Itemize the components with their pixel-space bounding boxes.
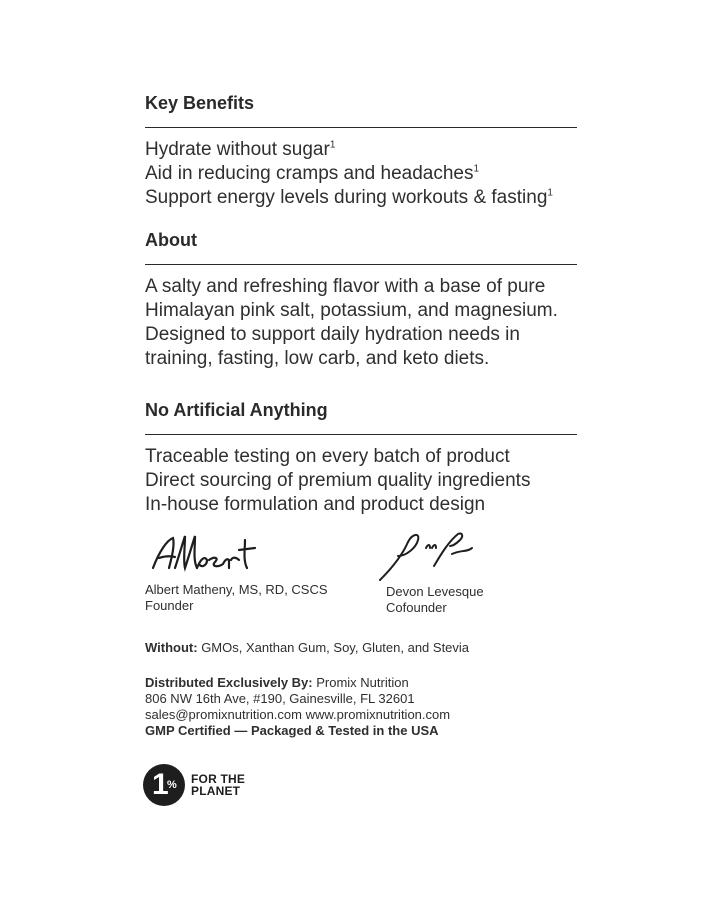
about-text	[145, 275, 577, 371]
no-artificial-item: Traceable testing on every batch of product	[145, 446, 510, 467]
no-artificial-heading: No Artificial Anything	[145, 400, 328, 420]
logo-circle: 1 %	[143, 764, 185, 806]
footnote-marker: 1	[473, 163, 480, 175]
distributor-contact: sales@promixnutrition.com www.promixnutrition.com	[145, 707, 451, 722]
distribution-block	[145, 675, 450, 739]
key-benefits-heading: Key Benefits	[145, 93, 255, 113]
key-benefits-section	[145, 92, 577, 210]
devon-signature-image	[376, 526, 486, 582]
without-line	[145, 640, 469, 656]
about-line: training, fasting, low carb, and keto diets.	[145, 348, 490, 369]
about-line: Designed to support daily hydration needs in	[145, 324, 520, 345]
about-heading: About	[145, 230, 197, 250]
gmp-certification: GMP Certified — Packaged & Tested in the USA	[145, 723, 439, 738]
benefit-item: Support energy levels during workouts & fasting$^1$	[145, 187, 553, 208]
founder-title: Founder	[145, 598, 194, 613]
albert-signature-image	[145, 530, 275, 576]
divider	[145, 127, 577, 128]
cofounder-name: Devon Levesque	[386, 584, 484, 599]
no-artificial-list	[145, 445, 577, 517]
divider	[145, 264, 577, 265]
about-line: A salty and refreshing flavor with a base of pure	[145, 276, 546, 297]
no-artificial-section	[145, 399, 577, 517]
divider	[145, 434, 577, 435]
signature-albert	[145, 530, 328, 614]
without-text: GMOs, Xanthan Gum, Soy, Gluten, and Stevia	[197, 640, 470, 655]
distributor-line	[145, 675, 450, 691]
no-artificial-item: Direct sourcing of premium quality ingredients	[145, 470, 531, 491]
footnote-marker: 1	[547, 187, 553, 199]
about-line: Himalayan pink salt, potassium, and magnesium.	[145, 300, 558, 321]
logo-text: FOR THE PLANET	[191, 772, 246, 798]
one-percent-for-the-planet-logo	[143, 764, 245, 806]
about-section	[145, 229, 577, 371]
cofounder-title: Cofounder	[386, 600, 447, 615]
without-label: Without:	[145, 640, 198, 655]
key-benefits-list	[145, 138, 577, 210]
benefit-item: Hydrate without sugar$^1$	[145, 139, 336, 160]
footnote-marker: 1	[329, 139, 336, 151]
distributor-company: Promix Nutrition	[312, 675, 409, 690]
distributor-label: Distributed Exclusively By:	[145, 675, 313, 690]
benefit-item: Aid in reducing cramps and headaches$^1$	[145, 163, 480, 184]
distributor-address: 806 NW 16th Ave, #190, Gainesville, FL 32601	[145, 691, 415, 706]
founder-name: Albert Matheny, MS, RD, CSCS	[145, 582, 328, 597]
signature-devon	[376, 526, 486, 616]
no-artificial-item: In-house formulation and product design	[145, 494, 486, 515]
